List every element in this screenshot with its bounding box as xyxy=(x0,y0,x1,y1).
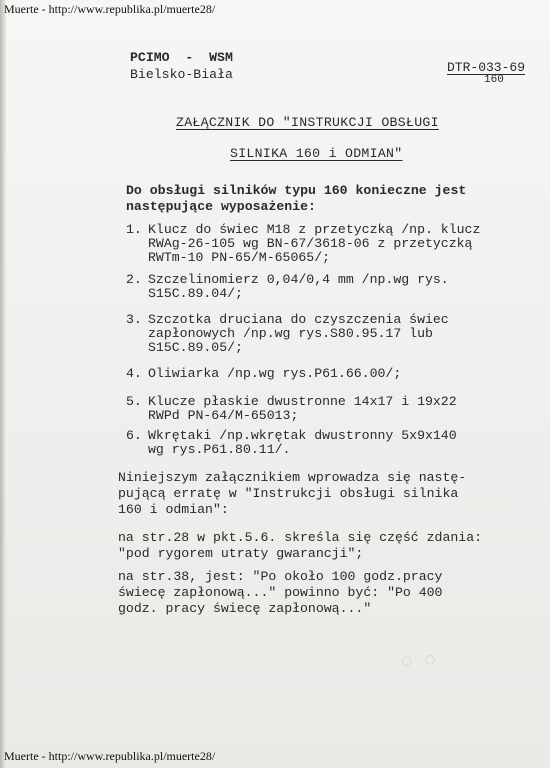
title-line-1: ZAŁĄCZNIK DO "INSTRUKCJI OBSŁUGI xyxy=(176,115,439,130)
faint-stamp-mark: ○ ○ xyxy=(399,645,440,674)
equipment-item-text: S15C.89.04/; xyxy=(148,286,243,301)
errata-intro-3: 160 i odmian": xyxy=(118,502,229,517)
intro-line-1: Do obsługi silników typu 160 konieczne jest xyxy=(126,183,467,198)
equipment-item-number: 5. xyxy=(126,394,142,409)
document-code-sub: 160 xyxy=(484,74,504,86)
page-edge-shadow xyxy=(0,0,6,768)
equipment-item-text: RWPd PN-64/M-65013; xyxy=(148,408,299,423)
equipment-item-text: Klucze płaskie dwustronne 14x17 i 19x22 xyxy=(148,394,457,409)
equipment-item-text: Wkrętaki /np.wkrętak dwustronny 5x9x140 xyxy=(148,428,457,443)
equipment-item-text: S15C.89.05/; xyxy=(148,340,243,355)
errata-p2-line-3: godz. pracy świecę zapłonową..." xyxy=(118,601,372,616)
equipment-item-text: Szczelinomierz 0,04/0,4 mm /np.wg rys. xyxy=(148,272,449,287)
equipment-item-number: 4. xyxy=(126,366,142,381)
watermark-top: Muerte - http://www.republika.pl/muerte28/ xyxy=(4,2,216,16)
equipment-item-number: 1. xyxy=(126,222,142,237)
watermark-bottom: Muerte - http://www.republika.pl/muerte28/ xyxy=(4,749,216,763)
org-line-2: Bielsko-Biała xyxy=(130,67,233,82)
intro-line-2: następujące wyposażenie: xyxy=(126,199,316,214)
equipment-item-number: 2. xyxy=(126,272,142,287)
org-line-1: PCIMO - WSM xyxy=(130,50,233,65)
equipment-item-text: RWTm-10 PN-65/M-65065/; xyxy=(148,250,331,265)
equipment-item-text: Szczotka druciana do czyszczenia świec xyxy=(148,312,449,327)
equipment-item-text: RWAg-26-105 wg BN-67/3618-06 z przetyczką xyxy=(148,236,473,251)
equipment-item-text: wg rys.P61.80.11/. xyxy=(148,442,291,457)
errata-intro-1: Niniejszym załącznikiem wprowadza się nastę- xyxy=(118,470,467,485)
title-line-2: SILNIKA 160 i ODMIAN" xyxy=(230,146,403,161)
equipment-item-number: 3. xyxy=(126,312,142,327)
document-code: DTR-033-69 xyxy=(447,60,526,75)
equipment-item-text: Oliwiarka /np.wg rys.P61.66.00/; xyxy=(148,366,402,381)
equipment-item-text: zapłonowych /np.wg rys.S80.95.17 lub xyxy=(148,326,433,341)
errata-p1-line-2: "pod rygorem utraty gwarancji"; xyxy=(118,546,364,561)
errata-p1-line-1: na str.28 w pkt.5.6. skreśla się część zdania: xyxy=(118,530,483,545)
equipment-item-number: 6. xyxy=(126,428,142,443)
errata-p2-line-1: na str.38, jest: "Po około 100 godz.pracy xyxy=(118,569,443,584)
equipment-item-text: Klucz do świec M18 z przetyczką /np. klucz xyxy=(148,222,481,237)
errata-p2-line-2: świecę zapłonową..." powinno być: "Po 400 xyxy=(118,585,443,600)
errata-intro-2: pującą erratę w "Instrukcji obsługi silnika xyxy=(118,486,459,501)
